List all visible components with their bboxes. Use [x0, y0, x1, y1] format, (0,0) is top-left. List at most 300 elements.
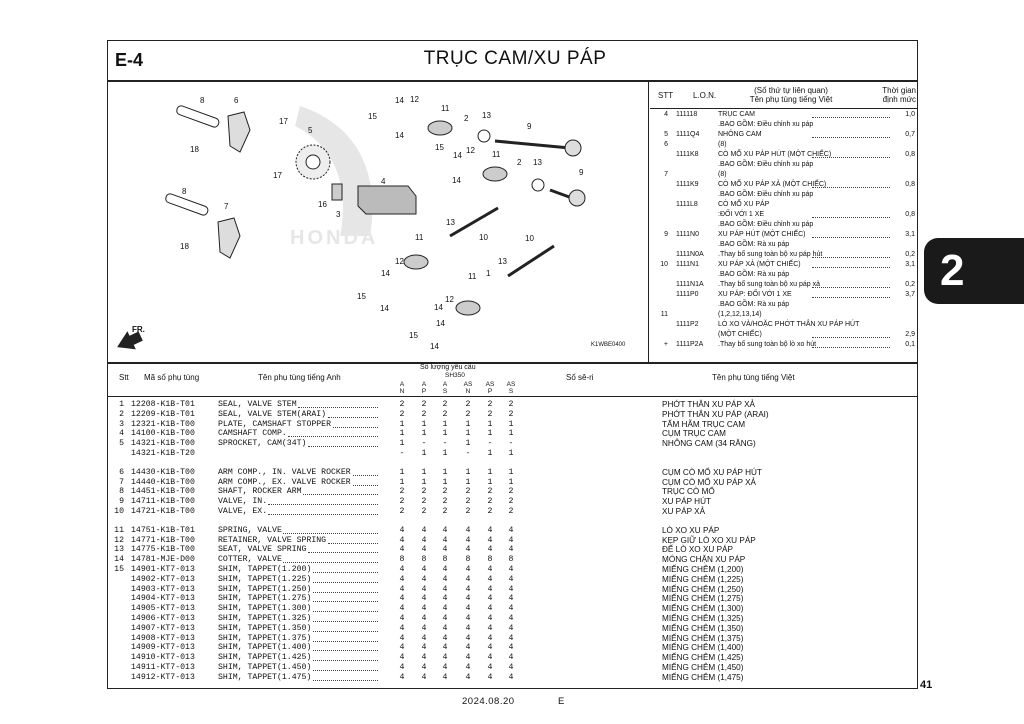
col-header-qty-model: SH350	[445, 372, 465, 379]
row-qty: 8	[465, 555, 471, 565]
table-row	[110, 643, 910, 653]
leader-dots	[313, 595, 378, 602]
row-part-number: 12321-K1B-T00	[131, 419, 195, 429]
service-desc: XU PÁP XẢ (MỘT CHIẾC)	[718, 261, 801, 268]
callout: 14	[453, 151, 462, 160]
row-part-number: 14906-KT7-013	[131, 614, 195, 623]
row-name-vn: LÒ XO XU PÁP	[662, 525, 720, 535]
row-part-number: 14902-KT7-013	[131, 574, 195, 584]
callout: 16	[318, 200, 327, 209]
service-desc: (8)	[718, 171, 727, 178]
callout: 12	[410, 95, 419, 104]
row-qty: 1	[399, 439, 405, 449]
row-qty: 1	[508, 419, 514, 429]
row-name-vn: CỤM CÒ MỔ XU PÁP HÚT	[662, 467, 762, 477]
row-qty: 1	[399, 419, 405, 429]
row-qty: 4	[399, 545, 405, 555]
row-name-vn: PHỚT THÂN XU PÁP (ARAI)	[662, 409, 769, 419]
row-qty: 4	[465, 623, 471, 633]
service-lon: 111118	[676, 111, 698, 118]
service-lon: 1111P0	[676, 291, 699, 298]
row-name-en: RETAINER, VALVE SPRING	[218, 535, 327, 545]
row-qty: 4	[399, 663, 405, 672]
callout: 15	[357, 292, 366, 301]
row-stt: 13	[114, 545, 124, 555]
service-time: 0,7	[905, 131, 915, 138]
callout: 15	[435, 143, 444, 152]
row-qty: 8	[442, 555, 448, 565]
callout: 1	[486, 269, 491, 278]
callout: 17	[279, 117, 288, 126]
table-row	[110, 410, 910, 420]
row-qty: 1	[421, 477, 427, 487]
service-time: 0,1	[905, 341, 915, 348]
callout: 14	[434, 303, 443, 312]
row-qty: 4	[421, 643, 427, 653]
service-header-lon: L.O.N.	[693, 91, 717, 100]
row-qty: 4	[442, 594, 448, 604]
row-part-number: 14430-K1B-T00	[131, 467, 195, 477]
service-time: 2,9	[905, 331, 915, 338]
row-part-number: 14901-KT7-013	[131, 565, 195, 574]
row-qty: 2	[442, 400, 448, 409]
row-part-number: 14451-K1B-T00	[131, 487, 195, 497]
leader-dots	[313, 625, 378, 632]
service-desc: .BAO GỒM: Rà xu páp	[718, 301, 790, 308]
service-num: 5	[664, 131, 668, 138]
row-name-en: SPRING, VALVE	[218, 525, 282, 535]
row-qty: 4	[421, 594, 427, 604]
row-part-number: 12209-K1B-T01	[131, 409, 195, 419]
service-num: 10	[660, 261, 668, 268]
service-time: 0,8	[905, 211, 915, 218]
table-row	[110, 575, 910, 585]
row-qty: 4	[442, 653, 448, 663]
callout: 8	[200, 96, 205, 105]
row-qty: 4	[399, 643, 405, 653]
seat-b	[532, 179, 544, 191]
service-header-stt: STT	[658, 91, 674, 100]
leader-dots	[283, 556, 378, 563]
leader-dots	[812, 281, 890, 288]
callout: 4	[381, 177, 386, 186]
row-qty: 4	[465, 663, 471, 672]
service-lon: 1111N0	[676, 231, 699, 238]
table-row	[110, 429, 910, 439]
leader-dots	[328, 537, 378, 544]
leader-dots	[313, 576, 378, 583]
leader-dots	[313, 644, 378, 651]
row-qty: 4	[399, 623, 405, 633]
row-qty: 4	[508, 565, 514, 574]
row-qty: 4	[442, 672, 448, 682]
row-name-vn: MIẾNG CHÊM (1,200)	[662, 565, 744, 574]
leader-dots	[313, 566, 378, 573]
row-qty: 4	[421, 525, 427, 535]
service-lon: 1111N1	[676, 261, 699, 268]
table-row	[110, 449, 910, 459]
row-qty: 4	[487, 672, 493, 682]
row-qty: 4	[508, 614, 514, 623]
callout: 6	[234, 96, 239, 105]
row-qty: 4	[487, 653, 493, 663]
service-desc: XU PÁP: ĐỐI VỚI 1 XE	[718, 291, 792, 298]
row-qty: 4	[487, 643, 493, 653]
callout: 11	[415, 233, 424, 242]
row-qty: 2	[421, 400, 427, 409]
row-stt: 4	[119, 429, 124, 439]
callout: 13	[498, 257, 507, 266]
row-name-en: CAMSHAFT COMP.	[218, 429, 287, 439]
row-qty: 1	[421, 449, 427, 458]
row-qty: 4	[465, 633, 471, 643]
callout: 13	[446, 218, 455, 227]
row-qty: 4	[465, 584, 471, 594]
row-part-number: 14321-K1B-T20	[131, 449, 195, 458]
row-qty: 4	[442, 535, 448, 545]
row-qty: 1	[465, 439, 471, 449]
row-part-number: 14910-KT7-013	[131, 653, 195, 663]
row-qty: 4	[508, 653, 514, 663]
row-qty: 4	[508, 545, 514, 555]
row-stt: 11	[114, 525, 124, 535]
row-name-en: ARM COMP., IN. VALVE ROCKER	[218, 467, 351, 477]
row-stt: 8	[119, 487, 124, 497]
row-qty: 2	[442, 487, 448, 497]
row-qty: 2	[508, 487, 514, 497]
table-row	[110, 673, 910, 683]
callout: 3	[336, 210, 341, 219]
row-qty: 2	[421, 497, 427, 507]
row-qty: 4	[421, 614, 427, 623]
table-row	[110, 536, 910, 546]
leader-dots	[812, 251, 890, 258]
row-qty: 2	[465, 497, 471, 507]
row-name-en: SHIM, TAPPET(1.250)	[218, 584, 312, 594]
row-qty: 4	[508, 643, 514, 653]
row-qty: 4	[465, 604, 471, 614]
row-part-number: 14711-K1B-T00	[131, 497, 195, 507]
service-desc: .Thay bổ sung toàn bộ lò xo hút	[718, 341, 817, 348]
row-name-vn: MIẾNG CHÊM (1,250)	[662, 584, 744, 594]
row-name-en: SPROCKET, CAM(34T)	[218, 439, 307, 449]
row-qty: 4	[487, 525, 493, 535]
service-desc: CÒ MỔ XU PÁP	[718, 201, 770, 208]
leader-dots	[313, 635, 378, 642]
row-qty: 1	[399, 477, 405, 487]
row-qty: 4	[465, 565, 471, 574]
leader-dots	[812, 261, 890, 268]
table-row	[110, 507, 910, 517]
leader-dots	[812, 341, 890, 348]
row-qty: 4	[442, 633, 448, 643]
callout: 11	[441, 104, 450, 113]
row-qty: 4	[487, 535, 493, 545]
spring-c	[404, 255, 428, 269]
row-qty: 4	[442, 545, 448, 555]
service-desc: .BAO GỒM: Rà xu páp	[718, 271, 790, 278]
service-num: 6	[664, 141, 668, 148]
row-qty: 4	[421, 584, 427, 594]
row-name-vn: CỤM TRỤC CAM	[662, 429, 726, 439]
valve-ex-a	[450, 208, 498, 236]
row-qty: 2	[399, 409, 405, 419]
callout: 13	[533, 158, 542, 167]
row-qty: 2	[399, 497, 405, 507]
row-qty: 4	[487, 633, 493, 643]
callout: 14	[381, 269, 390, 278]
row-part-number: 14321-K1B-T00	[131, 439, 195, 449]
row-qty: 4	[508, 535, 514, 545]
row-qty: 4	[465, 574, 471, 584]
service-time: 0,8	[905, 151, 915, 158]
row-part-number: 14908-KT7-013	[131, 633, 195, 643]
page-number: 41	[920, 679, 933, 691]
leader-dots	[313, 654, 378, 661]
table-row	[110, 653, 910, 663]
footer-date: 2024.08.20	[462, 696, 515, 707]
row-qty: 1	[421, 419, 427, 429]
service-num: 9	[664, 231, 668, 238]
table-row	[110, 604, 910, 614]
row-name-vn: MIẾNG CHÊM (1,325)	[662, 614, 744, 623]
table-row	[110, 624, 910, 634]
row-qty: 1	[465, 419, 471, 429]
callout: 2	[464, 114, 469, 123]
valve-in-a	[495, 141, 570, 148]
row-qty: 4	[508, 525, 514, 535]
row-qty: 1	[399, 467, 405, 477]
footer-edition: E	[558, 696, 565, 707]
leader-dots	[328, 411, 378, 418]
row-qty: 4	[421, 653, 427, 663]
leader-dots	[353, 479, 378, 486]
row-qty: 4	[465, 614, 471, 623]
row-qty: 4	[487, 623, 493, 633]
row-name-vn: TẤM HÃM TRỤC CAM	[662, 419, 746, 429]
row-name-en: COTTER, VALVE	[218, 555, 282, 565]
row-qty: 1	[487, 429, 493, 439]
row-qty: 4	[465, 653, 471, 663]
seat-a	[478, 130, 490, 142]
row-qty: 1	[487, 467, 493, 477]
leader-dots	[812, 211, 890, 218]
row-name-en: SEAL, VALVE STEM(ARAI)	[218, 409, 327, 419]
service-time: 3,7	[905, 291, 915, 298]
row-qty: 4	[442, 663, 448, 672]
row-qty: 2	[465, 507, 471, 516]
row-qty: 2	[508, 409, 514, 419]
service-desc: .Thay bổ sung toàn bộ xu páp hút	[718, 251, 823, 258]
table-row	[110, 545, 910, 555]
valve-ex-b	[508, 246, 554, 276]
service-lon: 1111P2	[676, 321, 699, 328]
service-time: 3,1	[905, 231, 915, 238]
row-name-vn: MIẾNG CHÊM (1,225)	[662, 574, 744, 584]
row-qty: 8	[421, 555, 427, 565]
row-qty: 2	[487, 400, 493, 409]
row-qty: 4	[399, 672, 405, 682]
leader-dots	[353, 469, 378, 476]
service-desc: LÒ XO VÀ/HOẶC PHỚT THÂN XU PÁP HÚT	[718, 321, 860, 328]
row-name-en: SEAT, VALVE SPRING	[218, 545, 307, 555]
service-time: 0,2	[905, 251, 915, 258]
row-name-en: SHIM, TAPPET(1.350)	[218, 623, 312, 633]
row-qty: 4	[399, 633, 405, 643]
row-qty: 2	[442, 497, 448, 507]
service-desc: CÒ MỔ XU PÁP XẢ (MỘT CHIẾC)	[718, 181, 827, 188]
table-row	[110, 478, 910, 488]
row-qty: 4	[487, 545, 493, 555]
row-qty: 1	[508, 477, 514, 487]
row-name-en: SHIM, TAPPET(1.300)	[218, 604, 312, 614]
row-qty: 4	[487, 604, 493, 614]
row-qty: 4	[399, 584, 405, 594]
row-qty: 1	[465, 467, 471, 477]
qty-col-header: AS N	[463, 381, 473, 395]
row-qty: 2	[465, 400, 471, 409]
row-qty: 2	[421, 409, 427, 419]
table-row	[110, 497, 910, 507]
row-stt: 2	[119, 409, 124, 419]
leader-dots	[268, 498, 378, 505]
row-qty: -	[399, 449, 405, 458]
service-desc: TRỤC CAM	[718, 111, 755, 118]
col-header-stt: Stt	[119, 373, 129, 382]
callout: 14	[436, 319, 445, 328]
row-qty: 2	[399, 487, 405, 497]
col-header-part-no: Mã số phụ tùng	[144, 373, 200, 382]
exploded-diagram	[110, 86, 646, 358]
row-name-en: SHIM, TAPPET(1.450)	[218, 663, 312, 672]
row-qty: 2	[442, 507, 448, 516]
callout: 14	[395, 96, 404, 105]
row-name-vn: TRỤC CÒ MỔ	[662, 487, 715, 497]
front-arrow	[113, 325, 145, 356]
row-name-en: SHIM, TAPPET(1.425)	[218, 653, 312, 663]
leader-dots	[333, 421, 378, 428]
table-row	[110, 400, 910, 410]
leader-dots	[313, 605, 378, 612]
row-qty: -	[487, 439, 493, 449]
row-name-vn: ĐẾ LÒ XO XU PÁP	[662, 545, 733, 555]
row-part-number: 14721-K1B-T00	[131, 507, 195, 516]
row-stt: 1	[119, 400, 124, 409]
service-desc: :ĐỐI VỚI 1 XE	[718, 211, 765, 218]
row-qty: 2	[487, 497, 493, 507]
row-qty: 4	[508, 672, 514, 682]
row-qty: 4	[442, 643, 448, 653]
row-name-en: SHAFT, ROCKER ARM	[218, 487, 302, 497]
row-name-vn: MIẾNG CHÊM (1,450)	[662, 663, 744, 672]
table-row	[110, 555, 910, 565]
row-qty: 1	[465, 477, 471, 487]
leader-dots	[283, 527, 378, 534]
row-qty: 4	[508, 584, 514, 594]
row-name-vn: XU PÁP HÚT	[662, 497, 711, 507]
row-name-vn: KẸP GIỮ LÒ XO XU PÁP	[662, 535, 756, 545]
row-qty: 4	[487, 614, 493, 623]
leader-dots	[308, 440, 378, 447]
row-qty: 4	[399, 574, 405, 584]
row-qty: 1	[421, 467, 427, 477]
row-qty: 2	[399, 507, 405, 516]
service-time: 0,2	[905, 281, 915, 288]
row-qty: 2	[465, 409, 471, 419]
row-qty: 2	[508, 497, 514, 507]
row-name-vn: MIẾNG CHÊM (1,400)	[662, 643, 744, 653]
leader-dots	[303, 488, 378, 495]
service-desc: .BAO GỒM: Rà xu páp	[718, 241, 790, 248]
table-row	[110, 526, 910, 536]
service-num: +	[663, 341, 668, 348]
row-qty: 1	[442, 467, 448, 477]
row-stt: 9	[119, 497, 124, 507]
rocker-shaft-upper	[176, 105, 220, 129]
row-qty: 4	[399, 594, 405, 604]
row-part-number: 12208-K1B-T01	[131, 400, 195, 409]
row-qty: 4	[465, 525, 471, 535]
row-qty: 1	[442, 449, 448, 458]
table-row	[110, 468, 910, 478]
row-name-en: ARM COMP., EX. VALVE ROCKER	[218, 477, 351, 487]
row-qty: 4	[399, 535, 405, 545]
callout: 14	[430, 342, 439, 351]
row-qty: 4	[508, 663, 514, 672]
service-num: 11	[660, 311, 668, 318]
leader-dots	[812, 131, 890, 138]
qty-col-header: A N	[399, 381, 405, 395]
service-lon: 1111L8	[676, 201, 698, 208]
watermark-text: HONDA	[290, 227, 379, 249]
table-row	[110, 487, 910, 497]
service-lon: 1111Q4	[676, 131, 700, 138]
row-qty: 1	[508, 467, 514, 477]
col-header-name-vn: Tên phụ tùng tiếng Việt	[712, 373, 795, 382]
qty-col-header: AS S	[506, 381, 516, 395]
row-name-vn: MIẾNG CHÊM (1,375)	[662, 633, 744, 643]
row-qty: 1	[508, 429, 514, 439]
row-stt: 12	[114, 535, 124, 545]
leader-dots	[298, 401, 378, 408]
row-qty: -	[421, 439, 427, 449]
row-name-en: SHIM, TAPPET(1.400)	[218, 643, 312, 653]
leader-dots	[812, 331, 890, 338]
row-part-number: 14775-K1B-T00	[131, 545, 195, 555]
row-qty: 4	[442, 525, 448, 535]
row-name-vn: CỤM CÒ MỔ XU PÁP XẢ	[662, 477, 757, 487]
service-desc: .Thay bổ sung toàn bộ xu páp xả	[718, 281, 820, 288]
row-qty: 2	[399, 400, 405, 409]
leader-dots	[288, 430, 378, 437]
row-qty: 4	[421, 535, 427, 545]
service-desc: (MỘT CHIẾC)	[718, 331, 762, 338]
row-qty: 4	[442, 565, 448, 574]
callout: 10	[479, 233, 488, 242]
row-name-en: SHIM, TAPPET(1.200)	[218, 565, 312, 574]
row-name-en: VALVE, EX.	[218, 507, 268, 516]
row-qty: 4	[508, 604, 514, 614]
service-num: 4	[664, 111, 668, 118]
row-qty: 1	[442, 429, 448, 439]
service-header-desc: (Số thứ tự liên quan) Tên phụ tùng tiếng Việt	[749, 86, 833, 104]
row-qty: 4	[508, 623, 514, 633]
row-name-en: SHIM, TAPPET(1.375)	[218, 633, 312, 643]
leader-dots	[812, 291, 890, 298]
callout: 15	[368, 112, 377, 121]
row-qty: 4	[465, 594, 471, 604]
table-row	[110, 663, 910, 673]
